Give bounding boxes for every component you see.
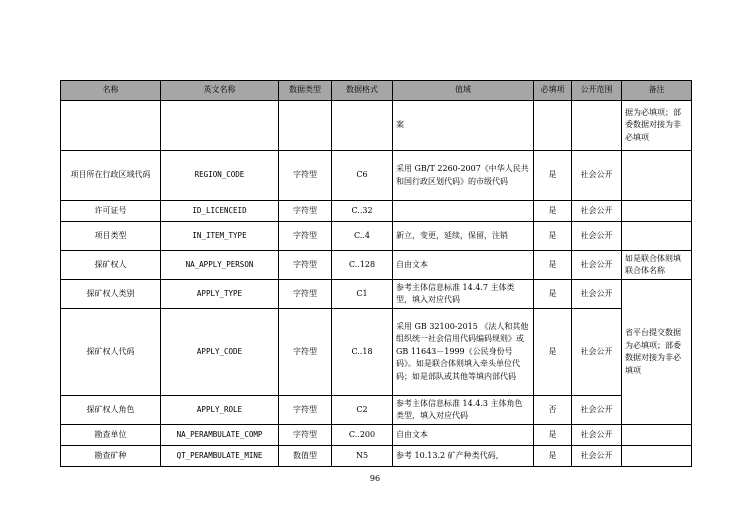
cell-required bbox=[534, 101, 572, 151]
cell-data-type: 字符型 bbox=[279, 201, 332, 222]
cell-name: 探矿权人代码 bbox=[61, 309, 161, 396]
cell-value-domain: 新立，变更，延续，保留，注销 bbox=[393, 222, 534, 251]
cell-note bbox=[622, 151, 692, 201]
cell-english-name: APPLY_CODE bbox=[161, 309, 279, 396]
table-header-row bbox=[61, 81, 692, 101]
cell-data-type: 字符型 bbox=[279, 425, 332, 446]
cell-english-name: APPLY_TYPE bbox=[161, 280, 279, 309]
cell-data-type: 数值型 bbox=[279, 446, 332, 467]
cell-english-name bbox=[161, 101, 279, 151]
cell-name: 项目类型 bbox=[61, 222, 161, 251]
header-english-name: 英文名称 bbox=[161, 81, 279, 101]
cell-data-type: 字符型 bbox=[279, 222, 332, 251]
table-row bbox=[61, 251, 692, 280]
cell-value-domain bbox=[393, 201, 534, 222]
cell-english-name: REGION_CODE bbox=[161, 151, 279, 201]
cell-english-name: APPLY_ROLE bbox=[161, 396, 279, 425]
cell-data-format: C..18 bbox=[332, 309, 393, 396]
cell-data-type: 字符型 bbox=[279, 251, 332, 280]
cell-name: 项目所在行政区域代码 bbox=[61, 151, 161, 201]
header-note: 备注 bbox=[622, 81, 692, 101]
header-required: 必填项 bbox=[534, 81, 572, 101]
cell-public-scope: 社会公开 bbox=[572, 151, 622, 201]
cell-english-name: NA_APPLY_PERSON bbox=[161, 251, 279, 280]
table-row bbox=[61, 222, 692, 251]
cell-required: 是 bbox=[534, 201, 572, 222]
cell-required: 是 bbox=[534, 425, 572, 446]
cell-note bbox=[622, 222, 692, 251]
cell-name: 探矿权人 bbox=[61, 251, 161, 280]
cell-required: 是 bbox=[534, 222, 572, 251]
cell-data-type: 字符型 bbox=[279, 151, 332, 201]
cell-public-scope: 社会公开 bbox=[572, 425, 622, 446]
page-number: 96 bbox=[369, 474, 381, 483]
table-row bbox=[61, 201, 692, 222]
header-data-format: 数据格式 bbox=[332, 81, 393, 101]
cell-name bbox=[61, 101, 161, 151]
cell-note bbox=[622, 201, 692, 222]
header-name: 名称 bbox=[61, 81, 161, 101]
cell-data-format: C6 bbox=[332, 151, 393, 201]
cell-name: 许可证号 bbox=[61, 201, 161, 222]
table-row bbox=[61, 151, 692, 201]
cell-required: 是 bbox=[534, 251, 572, 280]
cell-note-merged: 省平台提交数据为必填项；部委数据对接为非必填项 bbox=[622, 280, 692, 425]
cell-english-name: QT_PERAMBULATE_MINE bbox=[161, 446, 279, 467]
cell-data-type: 字符型 bbox=[279, 280, 332, 309]
cell-required: 否 bbox=[534, 396, 572, 425]
cell-value-domain: 案 bbox=[393, 101, 534, 151]
cell-public-scope: 社会公开 bbox=[572, 280, 622, 309]
cell-public-scope: 社会公开 bbox=[572, 222, 622, 251]
cell-value-domain: 自由文本 bbox=[393, 425, 534, 446]
cell-public-scope: 社会公开 bbox=[572, 251, 622, 280]
cell-data-type bbox=[279, 101, 332, 151]
cell-value-domain: 参考 10.13.2 矿产种类代码， bbox=[393, 446, 534, 467]
cell-name: 探矿权人角色 bbox=[61, 396, 161, 425]
table-row bbox=[61, 425, 692, 446]
cell-data-format bbox=[332, 101, 393, 151]
cell-required: 是 bbox=[534, 280, 572, 309]
cell-public-scope: 社会公开 bbox=[572, 396, 622, 425]
header-data-type: 数据类型 bbox=[279, 81, 332, 101]
cell-value-domain: 采用 GB 32100-2015 《法人和其他组织统一社会信用代码编码规则》或 GB 11643－1999《公民身份号码》。如是联合体则填入牵头单位代码；如是部队或其他等填内部代码 bbox=[393, 309, 534, 396]
cell-note: 如是联合体则填联合体名称 bbox=[622, 251, 692, 280]
table-row bbox=[61, 309, 692, 396]
cell-value-domain: 参考主体信息标准 14.4.7 主体类型，填入对应代码 bbox=[393, 280, 534, 309]
cell-data-format: C..200 bbox=[332, 425, 393, 446]
cell-english-name: NA_PERAMBULATE_COMP bbox=[161, 425, 279, 446]
table-row bbox=[61, 101, 692, 151]
cell-name: 探矿权人类别 bbox=[61, 280, 161, 309]
cell-english-name: ID_LICENCEID bbox=[161, 201, 279, 222]
cell-name: 勘查单位 bbox=[61, 425, 161, 446]
cell-data-format: C2 bbox=[332, 396, 393, 425]
cell-note: 据为必填项；部委数据对接为非必填项 bbox=[622, 101, 692, 151]
cell-required: 是 bbox=[534, 151, 572, 201]
cell-public-scope: 社会公开 bbox=[572, 446, 622, 467]
table-row bbox=[61, 396, 692, 425]
cell-data-type: 字符型 bbox=[279, 309, 332, 396]
table-row bbox=[61, 446, 692, 467]
header-public-scope: 公开范围 bbox=[572, 81, 622, 101]
cell-data-format: C..4 bbox=[332, 222, 393, 251]
cell-value-domain: 自由文本 bbox=[393, 251, 534, 280]
field-spec-table bbox=[60, 80, 692, 467]
cell-public-scope: 社会公开 bbox=[572, 309, 622, 396]
cell-data-format: C..32 bbox=[332, 201, 393, 222]
cell-required: 是 bbox=[534, 309, 572, 396]
cell-required: 是 bbox=[534, 446, 572, 467]
cell-public-scope: 社会公开 bbox=[572, 201, 622, 222]
cell-note bbox=[622, 446, 692, 467]
cell-data-format: C..128 bbox=[332, 251, 393, 280]
cell-public-scope bbox=[572, 101, 622, 151]
cell-data-format: N5 bbox=[332, 446, 393, 467]
cell-english-name: IN_ITEM_TYPE bbox=[161, 222, 279, 251]
cell-value-domain: 参考主体信息标准 14.4.3 主体角色类型，填入对应代码 bbox=[393, 396, 534, 425]
cell-note bbox=[622, 425, 692, 446]
cell-data-type: 字符型 bbox=[279, 396, 332, 425]
cell-value-domain: 采用 GB/T 2260-2007《中华人民共和国行政区划代码》的市级代码 bbox=[393, 151, 534, 201]
cell-data-format: C1 bbox=[332, 280, 393, 309]
header-value-domain: 值域 bbox=[393, 81, 534, 101]
table-row bbox=[61, 280, 692, 309]
cell-name: 勘查矿种 bbox=[61, 446, 161, 467]
